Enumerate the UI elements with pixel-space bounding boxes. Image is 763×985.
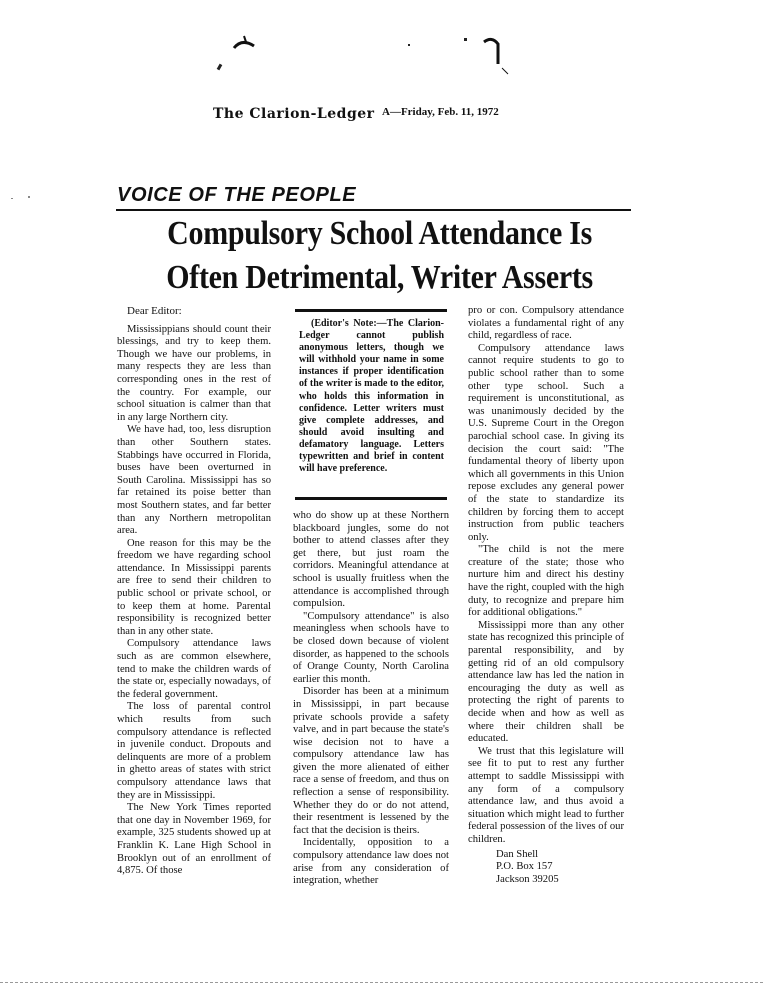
letter-column-2 (293, 510, 449, 888)
paragraph: who do show up at these Northern blackboard jungles, some do not bother to attend classes after they get there, but just roam the corridors. Meaningful attendance at school is usually fruitless when the attendance is accomplished through compulsion. (293, 510, 449, 610)
headline-line-1: Compulsory School Attendance Is (167, 215, 593, 252)
letter-column-3 (468, 305, 624, 886)
editors-note-rule-bottom (295, 497, 447, 500)
scan-edge (0, 982, 763, 983)
signature-address: P.O. Box 157 (496, 861, 553, 873)
paragraph: The New York Times reported that one day in November 1969, for example, 325 students showed up at Franklin K. Lane High School in Brooklyn out of an enrollment of 4,875. Of those (117, 802, 271, 877)
paragraph: Mississippi more than any other state has recognized this principle of parental responsibility, and by getting rid of an old compulsory attendance law has led the nation in encouraging the duty as well as protecting the right of parents to decide when and how as well as where their children shall be educated. (468, 619, 624, 745)
signature-name: Dan Shell (496, 848, 539, 860)
paragraph: We have had, too, less disruption than other Southern states. Stabbings have occurred in Florida, buses have been overturned in South Carolina. Mississippi has so far retained its poise better than most Southern states, and far better than any Northern metropolitan area. (117, 424, 271, 537)
headline-line-2: Often Detrimental, Writer Asserts (166, 259, 593, 296)
scan-speck (28, 196, 30, 198)
signature-city: Jackson 39205 (496, 873, 559, 885)
scan-artifact-right (480, 34, 510, 80)
scan-speck (217, 64, 223, 71)
scan-artifact-left (230, 34, 260, 70)
section-rule (116, 209, 631, 211)
paragraph: The loss of parental control which results from such compulsory attendance is reflected in juvenile conduct. Dropouts and delinquents are more of a problem in ghetto areas of states with strict compulsory attendance laws that they are in Mississippi. (117, 701, 271, 801)
masthead-dateline: A—Friday, Feb. 11, 1972 (382, 106, 499, 118)
masthead-paper-name: The Clarion-Ledger (213, 106, 375, 122)
scan-speck (11, 198, 13, 199)
editors-note-rule-top (295, 309, 447, 312)
scan-speck (464, 38, 467, 41)
paragraph: Compulsory attendance laws cannot require students to go to public school rather than to some other type school. Such a requirement is unconstitutional, as was unanimously decided by the U.S. Supreme Court in the Oregon parochial school case. In giving its decision the court said: "The fundamental theory of liberty upon which all governments in this Union repose excludes any general power of the state to standardize its children by forcing them to accept instruction from public teachers only. (468, 342, 624, 543)
editors-note: (Editor's Note:—The Clarion-Ledger cannot publish anonymous letters, though we will withhold your name in some instances if proper identification of the writer is made to the editor, who holds this information in confidence. Letter writers must give complete addresses, and should avoid insulting and defamatory language. Letters typewritten and brief in content will have preference. (299, 318, 444, 475)
paragraph: "Compulsory attendance" is also meaningless when schools have to be closed down because of violent disorder, as happened to the schools of Orange County, North Carolina earlier this month. (293, 610, 449, 685)
paragraph: We trust that this legislature will see fit to put to rest any further attempt to saddle Mississippi with any form of a compulsory attendance law, and thus avoid a situation which might lead to further federal possession of the lives of our children. (468, 745, 624, 845)
scan-speck (408, 44, 410, 46)
paragraph: Mississippians should count their blessings, and try to keep them. Though we have our problems, in many respects they are less than corresponding ones in the rest of the country. For example, our school situation is calmer than that in any large Northern city. (117, 323, 271, 423)
paragraph: Disorder has been at a minimum in Mississippi, in part because private schools provide a safety valve, and in part because the state's wise decision not to have a compulsory attendance law has given the more alienated of either race a sense of freedom, and thus on reflection a sense of responsibility. Whether they do or do not attend, their resentment is lessened by the fact that the decision is theirs. (293, 686, 449, 836)
paragraph: Incidentally, opposition to a compulsory attendance law does not arise from any consideration of integration, whether (293, 837, 449, 887)
headline (120, 212, 639, 300)
letter-salutation: Dear Editor: (127, 305, 182, 317)
paragraph: pro or con. Compulsory attendance violates a fundamental right of any child, regardless of race. (468, 305, 624, 342)
letter-signature (468, 849, 624, 887)
paragraph: One reason for this may be the freedom we have regarding school attendance. In Mississippi parents are free to send their children to public school or private school, or to keep them at home. Parental responsibility is recognized better than in any other state. (117, 537, 271, 637)
section-heading: VOICE OF THE PEOPLE (117, 184, 357, 206)
letter-column-1 (117, 305, 271, 878)
paragraph: "The child is not the mere creature of the state; those who nurture him and direct his destiny have the right, coupled with the high duty, to recognize and prepare him for additional obligations." (468, 544, 624, 619)
paragraph: Compulsory attendance laws such as are common elsewhere, tend to make the children wards of the state or, especially nowadays, of the federal government. (117, 638, 271, 700)
